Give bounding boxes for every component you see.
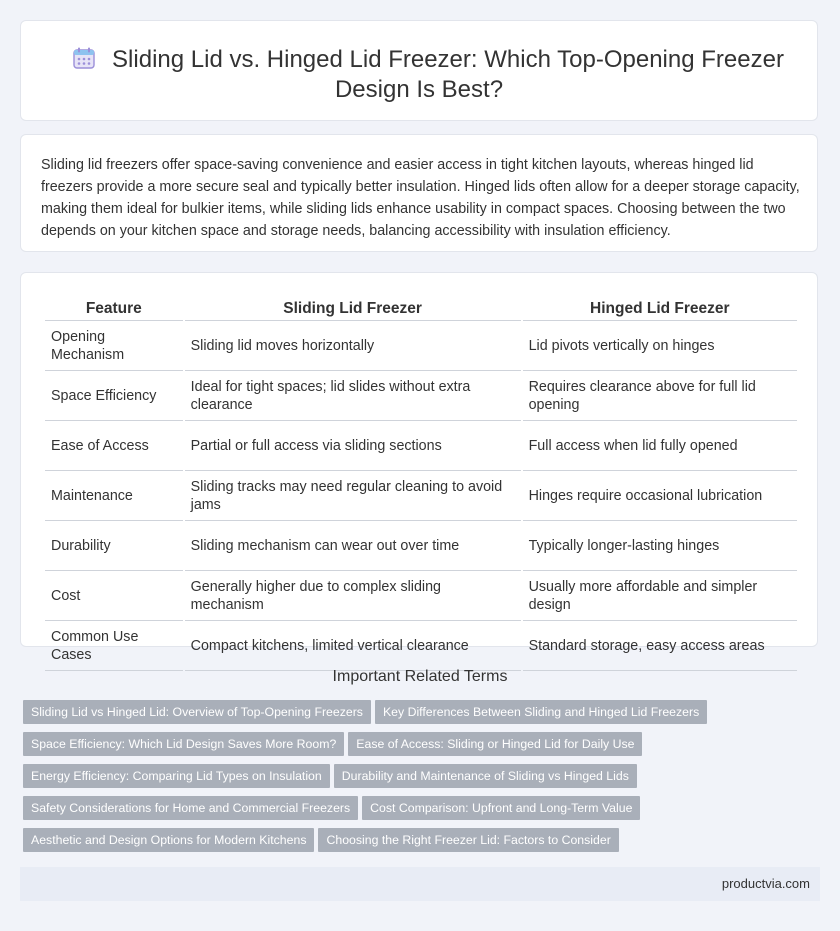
table-row: [45, 471, 797, 521]
sliding-cell: Sliding tracks may need regular cleaning to avoid jams: [185, 471, 521, 521]
page-title: [21, 45, 817, 105]
sliding-cell: Sliding lid moves horizontally: [185, 321, 521, 371]
sliding-cell: Generally higher due to complex sliding mechanism: [185, 571, 521, 621]
related-tag[interactable]: Safety Considerations for Home and Commercial Freezers: [23, 796, 358, 820]
related-tag[interactable]: Aesthetic and Design Options for Modern Kitchens: [23, 828, 314, 852]
tag-row: [23, 732, 646, 756]
sliding-cell: Ideal for tight spaces; lid slides without extra clearance: [185, 371, 521, 421]
related-tag[interactable]: Energy Efficiency: Comparing Lid Types on Insulation: [23, 764, 330, 788]
header-hinged: Hinged Lid Freezer: [523, 295, 797, 321]
sliding-cell: Partial or full access via sliding sections: [185, 421, 521, 471]
table-row: [45, 521, 797, 571]
sliding-cell: Sliding mechanism can wear out over time: [185, 521, 521, 571]
feature-cell: Common Use Cases: [45, 621, 183, 671]
header-sliding: Sliding Lid Freezer: [185, 295, 521, 321]
comparison-table: [43, 295, 799, 671]
hinged-cell: Standard storage, easy access areas: [523, 621, 797, 671]
hinged-cell: Full access when lid fully opened: [523, 421, 797, 471]
tag-row: [23, 764, 641, 788]
table-row: [45, 371, 797, 421]
footer: [20, 867, 820, 901]
related-tag[interactable]: Space Efficiency: Which Lid Design Saves More Room?: [23, 732, 344, 756]
feature-cell: Durability: [45, 521, 183, 571]
feature-cell: Ease of Access: [45, 421, 183, 471]
related-tag[interactable]: Key Differences Between Sliding and Hinged Lid Freezers: [375, 700, 707, 724]
page-title-line-1: Sliding Lid vs. Hinged Lid Freezer: Which Top-Opening Freezer: [112, 46, 784, 73]
tag-row: [23, 828, 623, 852]
intro-card: [20, 134, 818, 252]
hinged-cell: Usually more affordable and simpler design: [523, 571, 797, 621]
hinged-cell: Hinges require occasional lubrication: [523, 471, 797, 521]
sliding-cell: Compact kitchens, limited vertical clearance: [185, 621, 521, 671]
related-terms-heading: Important Related Terms: [332, 668, 508, 685]
header-feature: Feature: [45, 295, 183, 321]
intro-paragraph: Sliding lid freezers offer space-saving convenience and easier access in tight kitchen layouts, whereas hinged lid freezers provide a more secure seal and typically better insulation. Hinged lids often allow for a deeper storage capacity, making them ideal for bulkier items, while sliding lids enhance usability in compact spaces. Choosing between the two depends on your kitchen space and storage needs, balancing accessibility with insulation efficiency.: [41, 157, 800, 239]
hinged-cell: Lid pivots vertically on hinges: [523, 321, 797, 371]
related-tag[interactable]: Durability and Maintenance of Sliding vs Hinged Lids: [334, 764, 637, 788]
feature-cell: Space Efficiency: [45, 371, 183, 421]
hinged-cell: Requires clearance above for full lid opening: [523, 371, 797, 421]
table-row: [45, 621, 797, 671]
hinged-cell: Typically longer-lasting hinges: [523, 521, 797, 571]
table-row: [45, 571, 797, 621]
table-header-row: [45, 295, 797, 321]
tag-row: [23, 700, 711, 724]
related-tag[interactable]: Choosing the Right Freezer Lid: Factors to Consider: [318, 828, 618, 852]
tag-row: [23, 796, 644, 820]
comparison-card: [20, 272, 818, 663]
footer-brand[interactable]: productvia.com: [721, 876, 810, 891]
feature-cell: Cost: [45, 571, 183, 621]
related-tag[interactable]: Sliding Lid vs Hinged Lid: Overview of Top-Opening Freezers: [23, 700, 371, 724]
feature-cell: Opening Mechanism: [45, 321, 183, 371]
feature-cell: Maintenance: [45, 471, 183, 521]
related-tag[interactable]: Ease of Access: Sliding or Hinged Lid for Daily Use: [348, 732, 642, 756]
table-row: [45, 421, 797, 471]
title-card: [20, 20, 818, 121]
table-row: [45, 321, 797, 371]
related-tag[interactable]: Cost Comparison: Upfront and Long-Term Value: [362, 796, 640, 820]
page-title-line-2: Design Is Best?: [334, 76, 504, 103]
